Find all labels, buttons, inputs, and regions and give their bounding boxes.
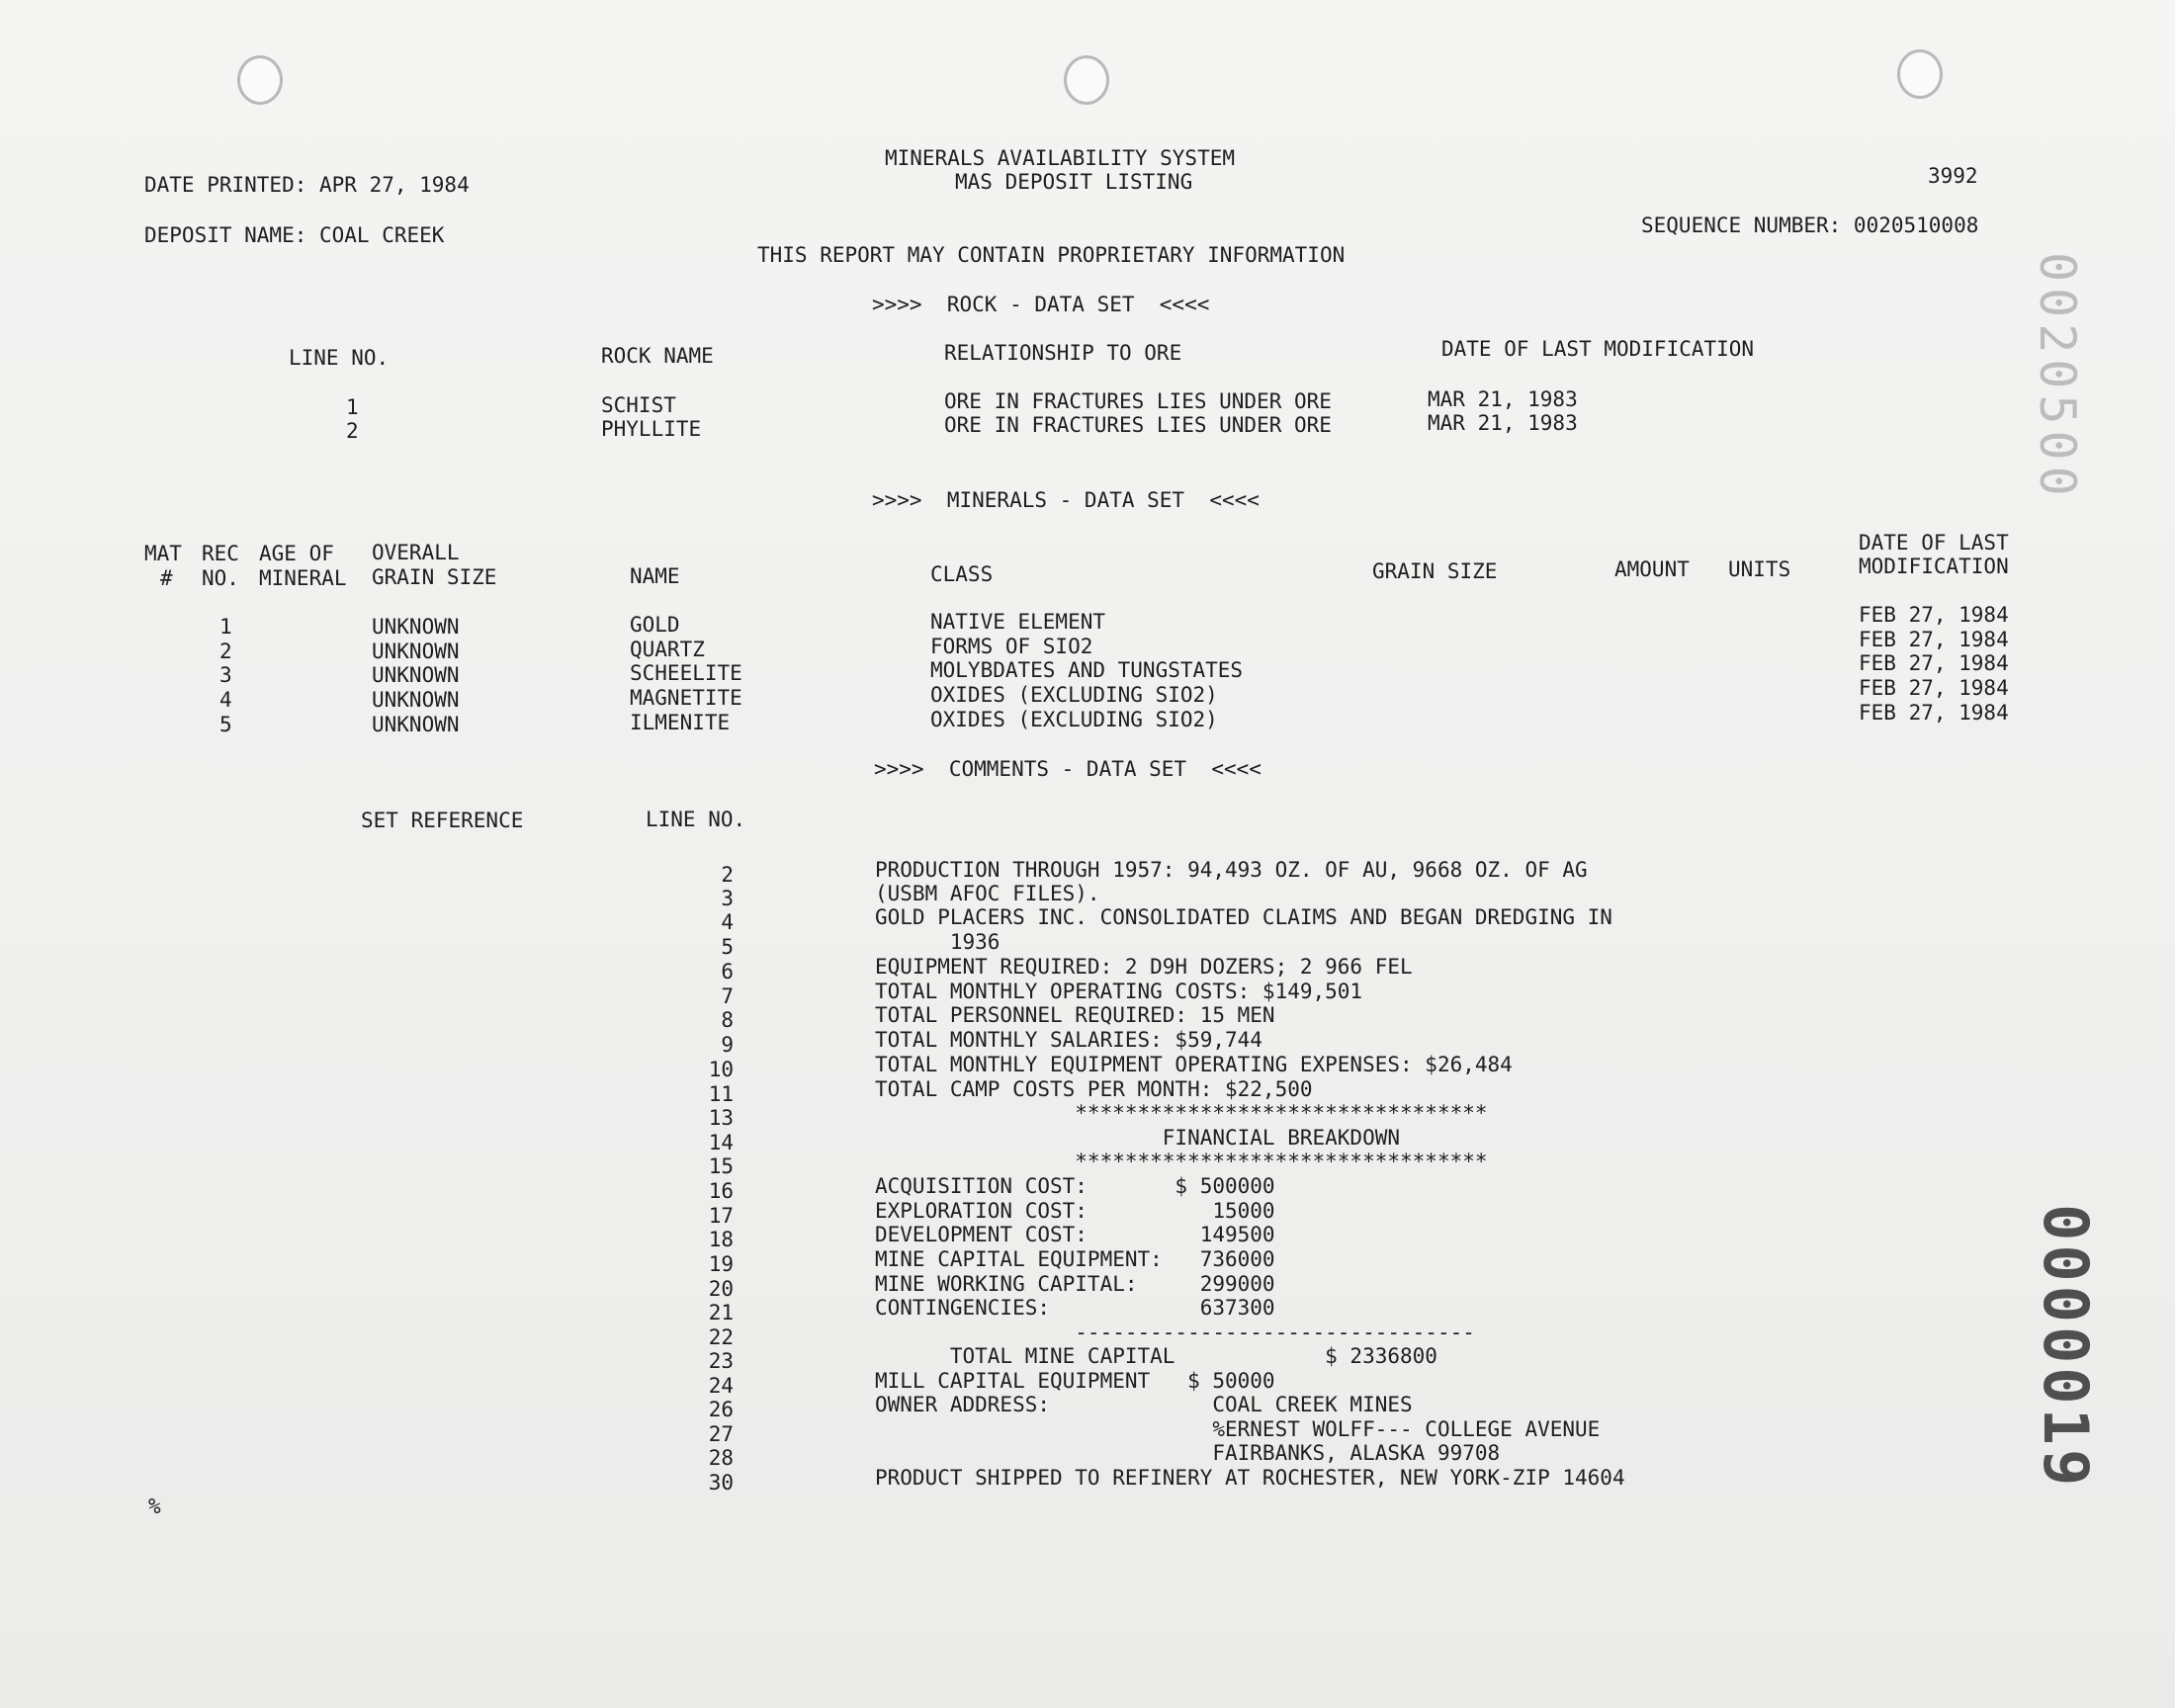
rock-line-no: 2: [346, 419, 359, 443]
minerals-header-date-1: DATE OF LAST: [1859, 531, 2009, 555]
comment-text: 1936: [875, 930, 1000, 954]
rock-line-no: 1: [346, 395, 359, 419]
binder-hole-left: [237, 55, 283, 105]
comment-text: --------------------------------: [875, 1321, 1475, 1344]
minerals-header-mat: MAT: [144, 542, 182, 565]
rock-name: SCHIST: [601, 393, 676, 417]
comment-line-no: 18: [708, 1228, 734, 1251]
footer-percent-mark: %: [148, 1494, 161, 1518]
comment-line-no: 6: [721, 960, 734, 983]
comment-text: EQUIPMENT REQUIRED: 2 D9H DOZERS; 2 966 FEL: [875, 955, 1413, 979]
rock-date: MAR 21, 1983: [1428, 411, 1578, 435]
comment-line-no: 13: [708, 1106, 734, 1130]
comments-header-set-reference: SET REFERENCE: [361, 809, 524, 832]
comment-line-no: 21: [708, 1301, 734, 1324]
comment-text: GOLD PLACERS INC. CONSOLIDATED CLAIMS AND BEGAN DREDGING IN: [875, 905, 1612, 929]
minerals-section-title: >>>> MINERALS - DATA SET <<<<: [872, 488, 1260, 512]
comment-text: EXPLORATION COST: 15000: [875, 1199, 1275, 1223]
mineral-mat: 2: [219, 640, 232, 663]
mineral-class: OXIDES (EXCLUDING SIO2): [930, 683, 1218, 707]
faint-page-stamp: 0020500: [2029, 252, 2086, 502]
comment-text: TOTAL CAMP COSTS PER MONTH: $22,500: [875, 1077, 1313, 1101]
mineral-mat: 4: [219, 688, 232, 712]
mineral-mat: 5: [219, 713, 232, 736]
mineral-class: MOLYBDATES AND TUNGSTATES: [930, 658, 1244, 682]
rock-relationship: ORE IN FRACTURES LIES UNDER ORE: [944, 413, 1332, 437]
minerals-header-grain-size-2: GRAIN SIZE: [1372, 559, 1498, 583]
comment-text: PRODUCT SHIPPED TO REFINERY AT ROCHESTER, NEW YORK-ZIP 14604: [875, 1466, 1625, 1490]
comment-line-no: 24: [708, 1374, 734, 1398]
mineral-name: MAGNETITE: [630, 686, 742, 710]
minerals-header-mineral: MINERAL: [259, 566, 347, 590]
comment-line-no: 7: [721, 984, 734, 1008]
comment-text: TOTAL MONTHLY SALARIES: $59,744: [875, 1028, 1262, 1052]
comment-line-no: 9: [721, 1033, 734, 1057]
mineral-class: NATIVE ELEMENT: [930, 610, 1106, 634]
mineral-grain: UNKNOWN: [372, 688, 460, 712]
comment-line-no: 22: [708, 1325, 734, 1349]
comment-text: %ERNEST WOLFF--- COLLEGE AVENUE: [875, 1417, 1601, 1441]
minerals-header-hash: #: [160, 566, 173, 590]
rock-header-relationship: RELATIONSHIP TO ORE: [944, 341, 1182, 365]
rock-header-line-no: LINE NO.: [289, 346, 390, 370]
minerals-header-date-2: MODIFICATION: [1859, 555, 2009, 578]
minerals-header-units: UNITS: [1728, 557, 1791, 581]
page-number-stamp: 0000019: [2030, 1204, 2102, 1491]
mineral-date: FEB 27, 1984: [1859, 676, 2009, 700]
rock-header-rock-name: ROCK NAME: [601, 344, 714, 368]
comment-line-no: 10: [708, 1058, 734, 1081]
comment-line-no: 11: [708, 1082, 734, 1106]
mineral-class: FORMS OF SIO2: [930, 635, 1093, 658]
minerals-header-grain-size: GRAIN SIZE: [372, 565, 497, 589]
rock-section-title: >>>> ROCK - DATA SET <<<<: [872, 293, 1210, 316]
rock-relationship: ORE IN FRACTURES LIES UNDER ORE: [944, 389, 1332, 413]
minerals-header-rec: REC: [202, 542, 239, 565]
comment-line-no: 5: [721, 935, 734, 959]
mineral-grain: UNKNOWN: [372, 615, 460, 639]
mineral-name: ILMENITE: [630, 711, 731, 734]
comment-text: PRODUCTION THROUGH 1957: 94,493 OZ. OF AU, 9668 OZ. OF AG: [875, 858, 1588, 882]
comments-header-line-no: LINE NO.: [646, 808, 746, 831]
system-title: MINERALS AVAILABILITY SYSTEM: [885, 146, 1236, 170]
minerals-header-overall: OVERALL: [372, 541, 460, 564]
comment-line-no: 27: [708, 1422, 734, 1446]
comment-text: DEVELOPMENT COST: 149500: [875, 1223, 1275, 1246]
minerals-header-name: NAME: [630, 564, 680, 588]
mineral-date: FEB 27, 1984: [1859, 603, 2009, 627]
mineral-grain: UNKNOWN: [372, 713, 460, 736]
mineral-mat: 1: [219, 615, 232, 639]
comment-text: TOTAL PERSONNEL REQUIRED: 15 MEN: [875, 1003, 1275, 1027]
comment-line-no: 15: [708, 1154, 734, 1178]
rock-name: PHYLLITE: [601, 417, 702, 441]
rock-header-date: DATE OF LAST MODIFICATION: [1441, 337, 1755, 361]
mineral-grain: UNKNOWN: [372, 663, 460, 687]
comment-text: CONTINGENCIES: 637300: [875, 1296, 1275, 1320]
comment-text: FAIRBANKS, ALASKA 99708: [875, 1441, 1501, 1465]
minerals-header-no: NO.: [202, 566, 239, 590]
comment-line-no: 19: [708, 1252, 734, 1276]
comment-line-no: 23: [708, 1349, 734, 1373]
rock-date: MAR 21, 1983: [1428, 387, 1578, 411]
binder-hole-right: [1897, 49, 1943, 99]
page-number: 3992: [1928, 164, 1978, 188]
comment-line-no: 28: [708, 1446, 734, 1470]
comment-line-no: 3: [721, 887, 734, 910]
comment-line-no: 20: [708, 1277, 734, 1301]
comment-line-no: 8: [721, 1008, 734, 1032]
mineral-name: QUARTZ: [630, 638, 705, 661]
mineral-date: FEB 27, 1984: [1859, 651, 2009, 675]
date-printed: DATE PRINTED: APR 27, 1984: [144, 173, 470, 197]
mineral-date: FEB 27, 1984: [1859, 701, 2009, 725]
comment-line-no: 17: [708, 1204, 734, 1228]
listing-title: MAS DEPOSIT LISTING: [955, 170, 1193, 194]
comment-text: TOTAL MONTHLY OPERATING COSTS: $149,501: [875, 980, 1363, 1003]
comment-text: FINANCIAL BREAKDOWN: [875, 1126, 1401, 1150]
binder-hole-center: [1064, 55, 1109, 105]
comment-text: TOTAL MINE CAPITAL $ 2336800: [875, 1344, 1437, 1368]
comment-text: TOTAL MONTHLY EQUIPMENT OPERATING EXPENSES: $26,484: [875, 1053, 1513, 1076]
mineral-mat: 3: [219, 663, 232, 687]
comment-line-no: 16: [708, 1179, 734, 1203]
comment-text: (USBM AFOC FILES).: [875, 882, 1100, 905]
minerals-header-age-of: AGE OF: [259, 542, 334, 565]
comment-line-no: 26: [708, 1398, 734, 1421]
deposit-name: DEPOSIT NAME: COAL CREEK: [144, 223, 445, 247]
comment-line-no: 14: [708, 1131, 734, 1154]
comments-section-title: >>>> COMMENTS - DATA SET <<<<: [874, 757, 1262, 781]
comment-text: ACQUISITION COST: $ 500000: [875, 1174, 1275, 1198]
mineral-name: SCHEELITE: [630, 661, 742, 685]
minerals-header-amount: AMOUNT: [1614, 557, 1690, 581]
comment-text: MILL CAPITAL EQUIPMENT $ 50000: [875, 1369, 1275, 1393]
comment-line-no: 30: [708, 1471, 734, 1494]
comment-text: MINE WORKING CAPITAL: 299000: [875, 1272, 1275, 1296]
mineral-date: FEB 27, 1984: [1859, 628, 2009, 651]
mineral-grain: UNKNOWN: [372, 640, 460, 663]
mineral-name: GOLD: [630, 613, 680, 637]
comment-text: *********************************: [875, 1150, 1488, 1173]
comment-text: MINE CAPITAL EQUIPMENT: 736000: [875, 1247, 1275, 1271]
minerals-header-class: CLASS: [930, 562, 994, 586]
comment-line-no: 2: [721, 863, 734, 887]
proprietary-notice: THIS REPORT MAY CONTAIN PROPRIETARY INFORMATION: [757, 243, 1346, 267]
comment-line-no: 4: [721, 910, 734, 934]
sequence-number: SEQUENCE NUMBER: 0020510008: [1641, 214, 1979, 237]
mineral-class: OXIDES (EXCLUDING SIO2): [930, 708, 1218, 731]
comment-text: OWNER ADDRESS: COAL CREEK MINES: [875, 1393, 1413, 1416]
comment-text: *********************************: [875, 1101, 1488, 1125]
